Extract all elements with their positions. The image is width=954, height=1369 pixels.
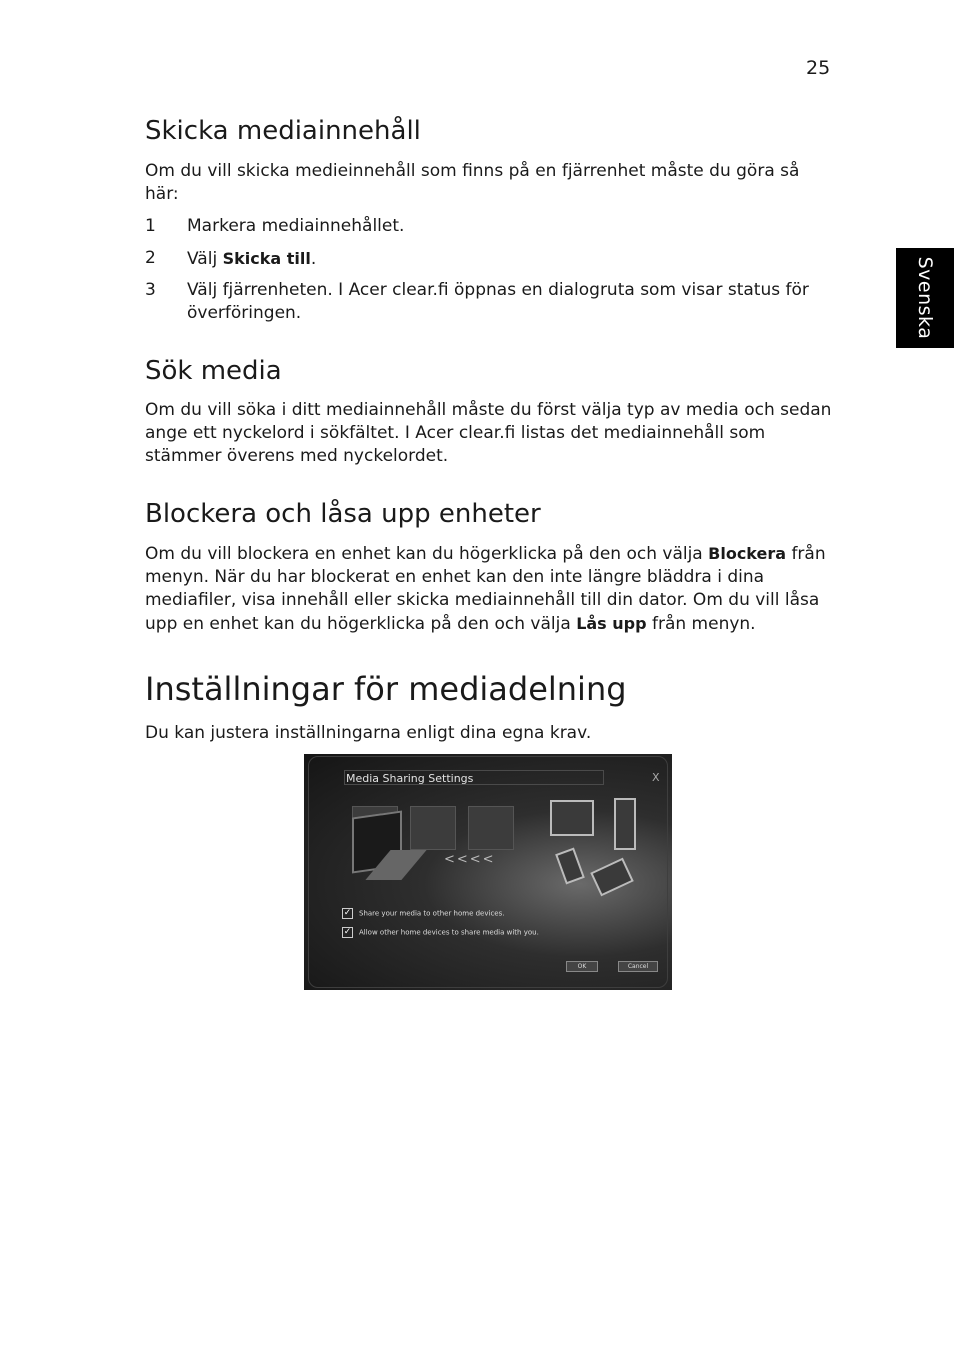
dialog-title: Media Sharing Settings [346,772,474,785]
menu-term-unlock: Lås upp [576,614,647,633]
send-intro: Om du vill skicka medieinnehåll som finns på en fjärrenhet måste du göra så här: [145,161,800,204]
allow-sharing-label: Allow other home devices to share media with you. [359,928,539,937]
share-media-option [342,908,504,919]
media-thumbnail [410,806,456,850]
language-tab-label: Svenska [914,256,936,340]
list-number: 2 [145,248,156,268]
desktop-tower-icon [614,798,636,850]
list-text-before: Välj [187,249,223,269]
block-body-part1: Om du vill blockera en enhet kan du högerklicka på den och välja [145,544,709,564]
list-number: 3 [145,280,156,300]
block-body-part3: från menyn. [646,614,756,634]
list-number: 1 [145,216,156,236]
page-number: 25 [806,57,831,79]
list-text: Välj fjärrenheten. I Acer clear.fi öppnas en dialogruta som visar status för överföringen. [187,280,809,323]
block-body [145,542,835,636]
settings-body: Du kan justera inställningarna enligt dina egna krav. [145,723,592,743]
search-body: Om du vill söka i ditt mediainnehåll måste du först välja typ av media och sedan ange ett nyckelord i sökfältet. I Acer clear.fi listas det mediainnehåll som stämmer överens med nyckelordet. [145,400,832,466]
monitor-icon [550,800,594,836]
cancel-button: Cancel [618,961,658,972]
block-body-part2: från menyn. När du har blockerat en enhet kan den inte längre bläddra i dina mediafiler, visa innehåll eller skicka mediainnehåll till din dator. Om du vill låsa upp en enhet kan du högerklicka på den och välja [145,544,826,634]
menu-term-send-to: Skicka till [222,249,311,268]
list-text-after: . [310,249,317,269]
close-icon: X [652,771,660,784]
menu-term-block: Blockera [708,544,787,563]
language-tab [896,248,954,348]
ok-button: OK [566,961,598,972]
section-heading-block: Blockera och låsa upp enheter [145,499,541,529]
checkbox-checked-icon: ✓ [343,908,352,918]
chapter-heading-settings: Inställningar för mediadelning [145,670,627,708]
list-text [187,247,827,271]
media-sharing-settings-screenshot [304,754,672,990]
transfer-arrows-icon: <<<< [444,852,496,867]
section-heading-send: Skicka mediainnehåll [145,116,421,146]
allow-sharing-option [342,927,539,938]
checkbox-checked-icon: ✓ [343,927,352,937]
list-text: Markera mediainnehållet. [187,216,405,236]
section-heading-search: Sök media [145,356,282,386]
media-thumbnail [468,806,514,850]
share-media-label: Share your media to other home devices. [359,909,505,918]
